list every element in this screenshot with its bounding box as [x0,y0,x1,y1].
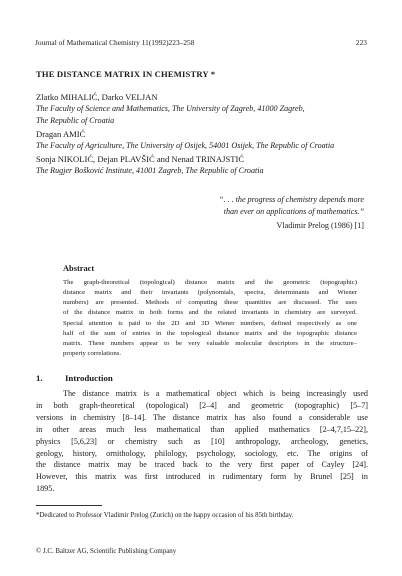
abstract-body [63,278,357,359]
footnote-rule [36,505,102,506]
author-affiliation: The Faculty of Science and Mathematics, The University of Zagreb, 41000 Zagreb, [36,104,305,113]
abstract-heading: Abstract [63,264,95,273]
body-line: However, this matrix was first introduced in rudimentary form by Brunel [25] in [36,472,368,482]
abstract-line: property correlations. [63,350,122,358]
body-line: physics [5,6,23] or chemistry such as [10] anthropology, archeology, genetics, [36,436,368,446]
epigraph-attribution: Vladimir Prelog (1986) [1] [276,221,364,230]
author-affiliation: The Rugjer Bošković Institute, 41001 Zagreb, The Republic of Croatia [36,166,264,175]
author-names: Dragan AMIĆ [36,129,86,139]
epigraph-line: “. . . the progress of chemistry depends more [219,195,364,204]
abstract-line: Special attention is paid to the 2D and 3D Wiener numbers, defined respectively as one [63,319,357,327]
abstract-line: matrix. These numbers appear to be very valuable molecular descriptors in the structure– [63,339,357,347]
section-number: 1. [36,373,43,383]
author-affiliation: The Republic of Croatia [36,116,115,125]
section-title: Introduction [65,373,113,383]
body-line: the distance matrix may be traced back to the very first paper of Cayley [24]. [36,460,368,470]
body-line: The distance matrix is a mathematical object which is being increasingly used [63,389,368,398]
footnote: *Dedicated to Professor Vladimir Prelog (Zurich) on the happy occasion of his 85th birthday. [36,512,294,519]
body-line: geology, history, ornithology, philology, psychology, sociology, etc. The origins of [36,448,368,458]
author-affiliation: The Faculty of Agriculture, The University of Osijek, 54001 Osijek, The Republic of Croatia [36,141,335,150]
running-head [35,38,367,48]
page-number: 223 [355,38,367,47]
body-line: versions in chemistry [8–14]. The distance matrix has also found a considerable use [36,412,368,422]
section-heading [36,373,113,383]
body-line: 1895. [36,484,55,494]
body-line: in both graph-theoretical (topological) [2–4] and geometric (topographic) [5–7] [36,400,368,410]
section-body [36,388,368,495]
author-names: Zlatko MIHALIĆ, Darko VELJAN [36,92,158,102]
abstract-line: distance matrix and their invariants (polynomials, spectra, determinants and Wiener [63,289,357,297]
paper-title: THE DISTANCE MATRIX IN CHEMISTRY * [36,69,216,79]
body-line: in other areas much less mathematical than applied mathematics [2–4,7,15–22], [36,424,368,434]
author-names: Sonja NIKOLIĆ, Dejan PLAVŠIĆ and Nenad TRINAJSTIĆ [36,154,245,164]
abstract-line: numbers) are presented. Methods of computing these quantities are discussed. The uses [63,299,357,307]
abstract-line: half of the sum of entries in the topological distance matrix and the topographic distance [63,329,357,337]
copyright-notice: © J.C. Baltzer AG, Scientific Publishing Company [36,548,177,555]
abstract-line: The graph-theoretical (topological) distance matrix and the geometric (topographic) [63,279,357,286]
journal-citation: Journal of Mathematical Chemistry 11(1992)223–258 [35,38,195,47]
epigraph-line: than ever on applications of mathematics.” [223,207,364,216]
abstract-line: of the distance matrix in both forms and the related invariants in chemistry are surveyed. [63,309,357,317]
